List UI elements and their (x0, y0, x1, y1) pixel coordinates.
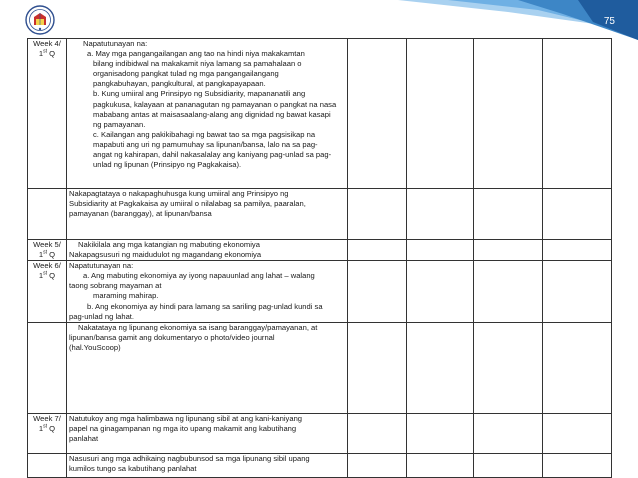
week-label: Week 5/ (33, 240, 61, 249)
competency-line: mapabuti ang uri ng pamumuhay sa lipunan/bansa, lalo na sa pag- (93, 139, 318, 149)
competency-line: ng pamayanan. (93, 119, 146, 129)
table-row (28, 189, 612, 240)
empty-cell (407, 413, 474, 453)
week-cell (28, 453, 67, 477)
empty-cell (348, 322, 407, 413)
competency-line: Napatutunayan na: (83, 39, 148, 48)
empty-cell (543, 189, 612, 240)
competency-line: a. May mga pangangailangan ang tao na hindi niya makakamtan (87, 49, 305, 59)
week-cell (28, 240, 67, 261)
competency-line: pagkukusa, kalayaan at pananagutan ng pamayanan o pangkat na nasa (93, 99, 337, 109)
table-row (28, 322, 612, 413)
competency-line: c. Kailangan ang pakikibahagi ng bawat tao sa mga pagsisikap na (93, 129, 316, 139)
empty-cell (474, 240, 543, 261)
empty-cell (474, 413, 543, 453)
competency-line: pangkabuhayan, pangkultural, at pangkapayapaan. (93, 79, 266, 89)
table-row (28, 413, 612, 453)
empty-cell (543, 453, 612, 477)
competency-line: Nakapagsusuri ng maidudulot ng magandang ekonomiya (69, 250, 262, 260)
empty-cell (474, 39, 543, 189)
quarter-number: 1 (38, 250, 44, 260)
competency-line: mababang antas at maisasaalang-alang ang dignidad ng bawat kasapi (93, 109, 331, 119)
quarter-label (30, 271, 64, 281)
competency-line: Subsidiarity at Pagkakaisa ay umiiral o nilalabag sa pamilya, paaralan, (69, 199, 306, 209)
competency-line: Nakapagtataya o nakapaghuhusga kung umiiral ang Prinsipyo ng (69, 189, 289, 198)
empty-cell (407, 322, 474, 413)
competency-cell (67, 261, 348, 323)
deped-seal-icon (25, 5, 55, 35)
competency-cell (67, 189, 348, 240)
empty-cell (543, 39, 612, 189)
competency-line: Napatutunayan na: (69, 261, 134, 271)
competency-line: b. Ang ekonomiya ay hindi para lamang sa sariling pag-unlad kundi sa (87, 301, 323, 311)
week-cell (28, 189, 67, 240)
empty-cell (543, 240, 612, 261)
competency-line: organisadong pangkat tulad ng mga pangangailangang (93, 69, 279, 79)
table-row (28, 261, 612, 323)
quarter-label (30, 424, 64, 434)
empty-cell (348, 39, 407, 189)
competency-line: Nakatataya ng lipunang ekonomiya sa isang baranggay/pamayanan, at (78, 322, 318, 332)
empty-cell (348, 413, 407, 453)
week-label: Week 7/ (33, 413, 61, 423)
quarter-number: 1 (38, 271, 44, 281)
competency-line: Natutukoy ang mga halimbawa ng lipunang sibil at ang kani-kaniyang (69, 413, 303, 423)
empty-cell (474, 322, 543, 413)
empty-cell (474, 453, 543, 477)
competency-cell (67, 322, 348, 413)
competency-cell (67, 413, 348, 453)
competency-line: unlad ng lipunan (Prinsipyo ng Pagkakaisa). (93, 160, 242, 170)
page-number: 75 (603, 16, 615, 27)
empty-cell (348, 240, 407, 261)
empty-cell (407, 261, 474, 323)
competency-line: (hal.YouScoop) (69, 342, 121, 352)
table-row (28, 39, 612, 189)
empty-cell (348, 261, 407, 323)
competency-line: a. Ang mabuting ekonomiya ay iyong napauunlad ang lahat – walang (83, 271, 315, 281)
competency-cell (67, 240, 348, 261)
empty-cell (348, 189, 407, 240)
empty-cell (407, 39, 474, 189)
empty-cell (543, 413, 612, 453)
competency-cell (67, 453, 348, 477)
empty-cell (543, 322, 612, 413)
header-banner (388, 0, 638, 40)
quarter-suffix: Q (47, 49, 56, 59)
ordinal-suffix: st (43, 423, 48, 430)
table-body (28, 39, 612, 478)
competency-line: bilang indibidwal na makakamit niya lamang sa pamahalaan o (93, 59, 302, 69)
competency-line: kumilos tungo sa kabutihang panlahat (69, 463, 197, 473)
week-cell (28, 322, 67, 413)
competency-line: angat ng kahirapan, dahil nakasalalay ang kaniyang pag-unlad sa pag- (93, 150, 332, 160)
table-row (28, 240, 612, 261)
week-cell (28, 413, 67, 453)
ordinal-suffix: st (43, 249, 48, 256)
empty-cell (474, 261, 543, 323)
competency-line: papel na ginagampanan ng mga ito upang makamit ang kabutihang (69, 423, 297, 433)
competency-line: Nakikilala ang mga katangian ng mabuting ekonomiya (78, 240, 260, 249)
competency-line: b. Kung umiiral ang Prinsipyo ng Subsidiarity, mapananatili ang (93, 89, 306, 99)
week-label: Week 4/ (33, 39, 61, 48)
ordinal-suffix: st (43, 270, 48, 277)
week-cell (28, 39, 67, 189)
empty-cell (543, 261, 612, 323)
quarter-suffix: Q (47, 423, 56, 433)
empty-cell (407, 240, 474, 261)
quarter-number: 1 (38, 49, 44, 59)
competency-line: lipunan/bansa gamit ang dokumentaryo o photo/video journal (69, 332, 275, 342)
empty-cell (348, 453, 407, 477)
competency-cell (67, 39, 348, 189)
empty-cell (407, 189, 474, 240)
table-row (28, 453, 612, 477)
quarter-suffix: Q (47, 271, 56, 281)
quarter-suffix: Q (47, 250, 56, 260)
quarter-label (30, 49, 64, 59)
empty-cell (474, 189, 543, 240)
empty-cell (407, 453, 474, 477)
competency-line: pag-unlad ng lahat. (69, 311, 135, 321)
competency-line: maraming mahirap. (93, 291, 159, 301)
competency-line: pamayanan (baranggay), at lipunan/bansa (69, 209, 212, 219)
week-label: Week 6/ (33, 261, 61, 271)
competency-line: taong sobrang mayaman at (69, 281, 162, 291)
ordinal-suffix: st (43, 48, 48, 55)
competency-line: panlahat (69, 433, 99, 443)
quarter-number: 1 (38, 423, 44, 433)
week-cell (28, 261, 67, 323)
competency-table (27, 38, 612, 478)
competency-line: Nasusuri ang mga adhikaing nagbubunsod sa mga lipunang sibil upang (69, 453, 310, 463)
quarter-label (30, 250, 64, 260)
